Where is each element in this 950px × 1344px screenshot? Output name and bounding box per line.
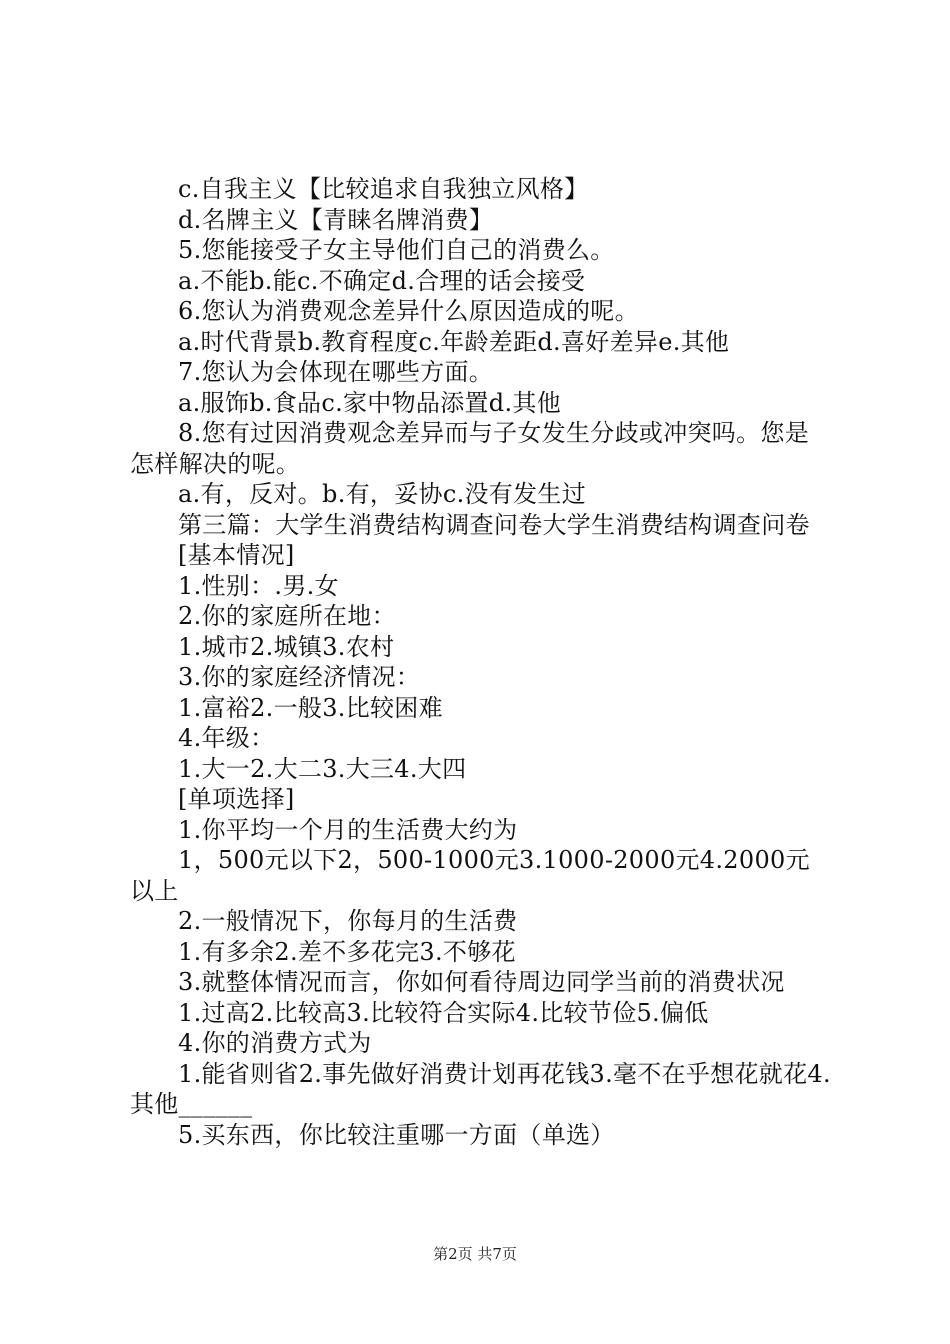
paragraph: a.有，反对。b.有，妥协c.没有发生过 <box>178 480 586 508</box>
paragraph: 5.您能接受子女主导他们自己的消费么。 <box>178 236 615 264</box>
paragraph: a.时代背景b.教育程度c.年龄差距d.喜好差异e.其他 <box>178 327 730 356</box>
document-body <box>130 174 832 1150</box>
paragraph: c.自我主义【比较追求自我独立风格】 <box>178 175 589 203</box>
paragraph: 8.您有过因消费观念差异而与子女发生分歧或冲突吗。您是怎样解决的呢。 <box>130 419 809 478</box>
paragraph: 1.城市2.城镇3.农村 <box>178 632 395 661</box>
paragraph: [基本情况] <box>178 541 295 569</box>
paragraph: a.服饰b.食品c.家中物品添置d.其他 <box>178 388 561 417</box>
paragraph: 1.富裕2.一般3.比较困难 <box>178 693 443 722</box>
paragraph: 6.您认为消费观念差异什么原因造成的呢。 <box>178 297 639 325</box>
paragraph: [单项选择] <box>178 785 295 813</box>
paragraph: 1.大一2.大二3.大三4.大四 <box>178 754 467 783</box>
paragraph: 3.你的家庭经济情况： <box>178 663 421 691</box>
paragraph: 3.就整体情况而言，你如何看待周边同学当前的消费状况 <box>178 968 785 996</box>
paragraph: 4.年级： <box>178 724 275 752</box>
paragraph: 7.您认为会体现在哪些方面。 <box>178 358 494 386</box>
paragraph: 1.过高2.比较高3.比较符合实际4.比较节俭5.偏低 <box>178 998 709 1027</box>
paragraph: 1.能省则省2.事先做好消费计划再花钱3.毫不在乎想花就花4.其他______ <box>130 1059 831 1118</box>
paragraph: 5.买东西，你比较注重哪一方面（单选） <box>178 1120 615 1149</box>
paragraph: 1.性别：.男.女 <box>178 571 339 600</box>
paragraph: a.不能b.能c.不确定d.合理的话会接受 <box>178 266 586 295</box>
page-number-footer: 第2页 共7页 <box>433 1245 517 1263</box>
section-heading: 第三篇：大学生消费结构调查问卷大学生消费结构调查问卷 <box>178 510 810 539</box>
paragraph: 4.你的消费方式为 <box>178 1029 372 1057</box>
paragraph: 1.有多余2.差不多花完3.不够花 <box>178 937 516 966</box>
paragraph: 2.一般情况下，你每月的生活费 <box>178 907 518 935</box>
paragraph: 1.你平均一个月的生活费大约为 <box>178 815 518 844</box>
paragraph: 1，500元以下2，500-1000元3.1000-2000元4.2000元以上 <box>130 846 810 905</box>
paragraph: d.名牌主义【青睐名牌消费】 <box>178 205 494 234</box>
paragraph: 2.你的家庭所在地： <box>178 602 396 630</box>
